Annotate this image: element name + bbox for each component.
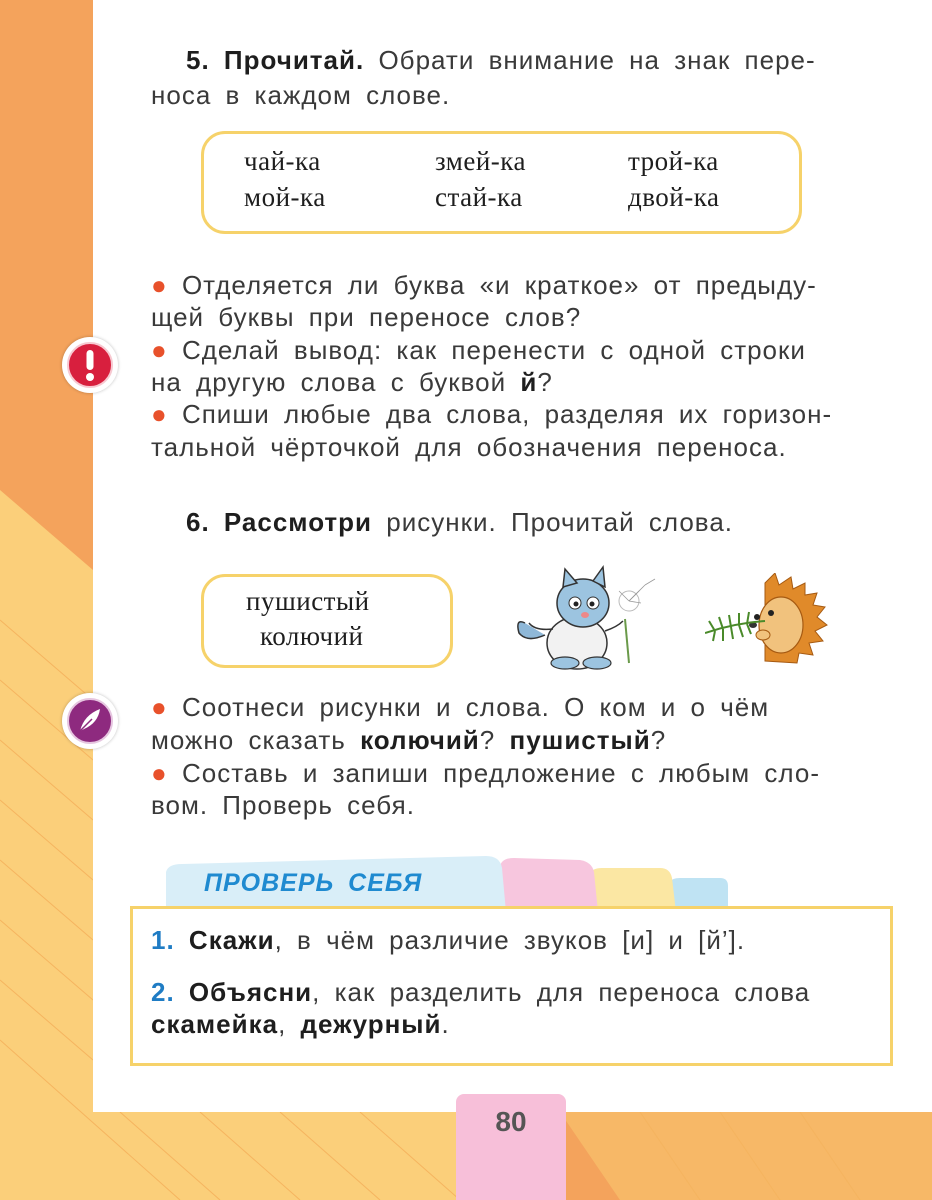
task6-bullet2-text: Составь и запиши предложение с любым сло- bbox=[181, 758, 820, 788]
check-item2-end: . bbox=[441, 1009, 450, 1039]
task5-bullet3-line1 bbox=[151, 398, 832, 430]
check-item1-num: 1. bbox=[151, 925, 175, 955]
task6-verb: Рассмотри bbox=[223, 507, 373, 537]
word-pushisty: пушистый bbox=[246, 586, 370, 616]
check-item2-line2 bbox=[151, 1008, 450, 1040]
check-item1-rest: , в чём различие звуков [и] и [й’]. bbox=[274, 925, 746, 955]
word-pushisty-bold: пушистый bbox=[509, 725, 651, 755]
task5-bullet2-l2c: ? bbox=[537, 367, 553, 397]
bullet-dot: ● bbox=[151, 399, 168, 429]
word-skameyka: скамейка bbox=[151, 1009, 279, 1039]
task5-bullet3-line2: тальной чёрточкой для обозначения переноса. bbox=[151, 432, 787, 462]
task6-bullet1-line1 bbox=[151, 691, 769, 723]
task6-heading bbox=[186, 506, 733, 538]
page-number-tab bbox=[456, 1094, 566, 1200]
task5-bullet2-line1 bbox=[151, 334, 806, 366]
word-kolyuchiy-bold: колючий bbox=[360, 725, 480, 755]
check-item2-comma: , bbox=[278, 1009, 301, 1039]
check-item1-verb: Скажи bbox=[188, 925, 275, 955]
check-item1 bbox=[151, 924, 745, 956]
task6-bullet1-text: Соотнеси рисунки и слова. О ком и о чём bbox=[181, 692, 770, 722]
task6-bullet2-line2: вом. Проверь себя. bbox=[151, 790, 415, 820]
exclamation-icon bbox=[62, 337, 118, 393]
word-chayka: чай-ка bbox=[244, 146, 321, 176]
task6-words-box bbox=[201, 574, 453, 668]
task5-heading bbox=[186, 44, 816, 76]
word-dezhurny: дежурный bbox=[300, 1009, 442, 1039]
task6-bullet2-line1 bbox=[151, 757, 820, 789]
task6-text: рисунки. Прочитай слова. bbox=[386, 507, 734, 537]
bullet-dot: ● bbox=[151, 758, 168, 788]
word-troyka: трой-ка bbox=[628, 146, 719, 176]
task6-number: 6. bbox=[186, 507, 210, 537]
task5-bullet2-text: Сделай вывод: как перенести с одной строки bbox=[181, 335, 806, 365]
letter-y-bold: й bbox=[520, 367, 538, 397]
task6-bullet1-l2e: ? bbox=[650, 725, 667, 755]
kitten-illustration bbox=[505, 563, 665, 673]
task5-number: 5. bbox=[186, 45, 210, 75]
task6-bullet1-l2a: можно сказать bbox=[151, 725, 361, 755]
task6-bullet1-l2c: ? bbox=[479, 725, 510, 755]
task5-bullet2-line2 bbox=[151, 366, 553, 398]
task5-text-line2: носа в каждом слове. bbox=[151, 80, 451, 110]
feather-pen-icon bbox=[62, 693, 118, 749]
bullet-dot: ● bbox=[151, 692, 168, 722]
task5-bullet3-text: Спиши любые два слова, разделяя их горизон- bbox=[181, 399, 833, 429]
check-item2-rest: , как разделить для переноса слова bbox=[312, 977, 811, 1007]
task6-bullet1-line2 bbox=[151, 724, 666, 756]
hedgehog-illustration bbox=[705, 573, 835, 665]
task5-verb: Прочитай. bbox=[223, 45, 365, 75]
bullet-dot: ● bbox=[151, 270, 168, 300]
check-item2-line1 bbox=[151, 976, 810, 1008]
word-dvoyka: двой-ка bbox=[628, 182, 720, 212]
word-moyka: мой-ка bbox=[244, 182, 326, 212]
task5-bullet2-l2a: на другую слова с буквой bbox=[151, 367, 521, 397]
word-kolyuchiy: колючий bbox=[260, 621, 364, 651]
check-item2-verb: Объясни bbox=[188, 977, 313, 1007]
check-item2-num: 2. bbox=[151, 977, 175, 1007]
check-yourself-title: ПРОВЕРЬ СЕБЯ bbox=[204, 869, 423, 897]
task5-bullet1-line2: щей буквы при переносе слов? bbox=[151, 302, 582, 332]
word-zmeyka: змей-ка bbox=[435, 146, 526, 176]
task5-text-line1: Обрати внимание на знак пере- bbox=[378, 45, 816, 75]
word-stayka: стай-ка bbox=[435, 182, 523, 212]
task5-words-box bbox=[201, 131, 802, 234]
page-number: 80 bbox=[495, 1106, 527, 1137]
task5-bullet1-text: Отделяется ли буква «и краткое» от предыду- bbox=[181, 270, 817, 300]
task5-bullet1-line1 bbox=[151, 269, 817, 301]
bullet-dot: ● bbox=[151, 335, 168, 365]
